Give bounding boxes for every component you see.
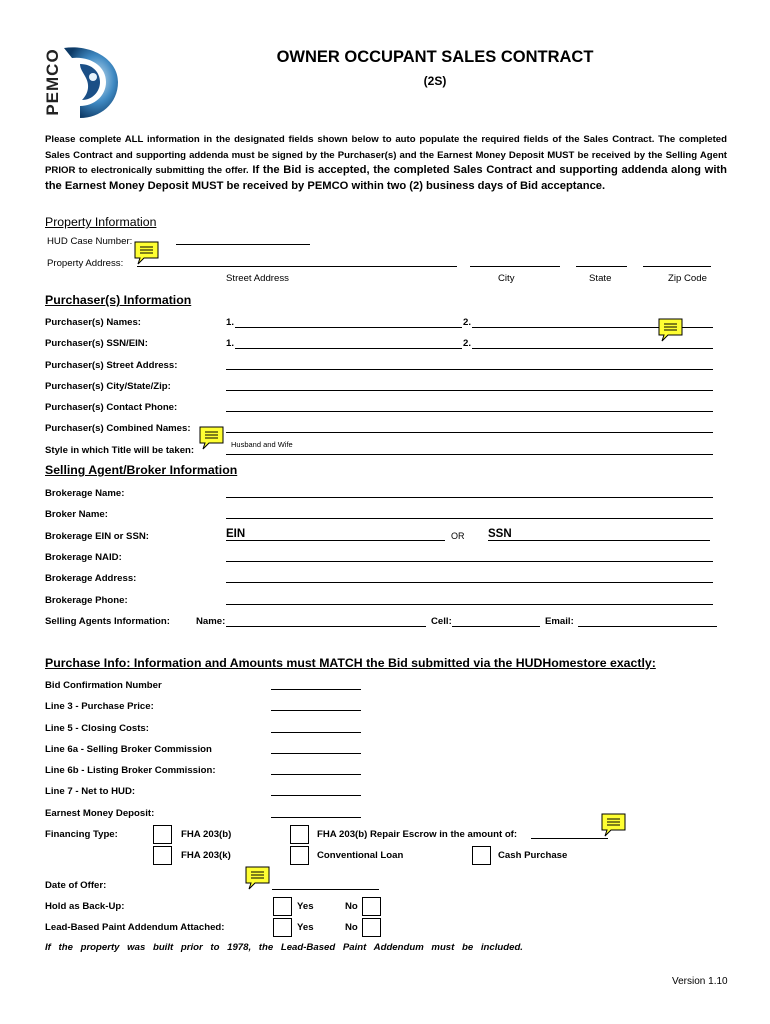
agent-cell-label: Cell:	[431, 616, 452, 627]
purchaser-heading: Purchaser(s) Information	[45, 293, 192, 307]
line7-field[interactable]	[271, 795, 361, 796]
fha203b-repair-label: FHA 203(b) Repair Escrow in the amount of:	[317, 829, 518, 840]
brokerage-address-field[interactable]	[226, 582, 713, 583]
purchaser-street-label: Purchaser(s) Street Address:	[45, 360, 178, 371]
ein-label: EIN	[226, 528, 246, 540]
pemco-logo	[36, 44, 122, 120]
agent-email-label: Email:	[545, 616, 574, 627]
purchaser-city-field[interactable]	[226, 390, 713, 391]
purchaser-name1-field[interactable]	[235, 327, 462, 328]
brokerage-naid-field[interactable]	[226, 561, 713, 562]
line6b-label: Line 6b - Listing Broker Commission:	[45, 765, 216, 776]
backup-yes-checkbox[interactable]	[273, 897, 292, 916]
lead-yes-checkbox[interactable]	[273, 918, 292, 937]
title-style-value[interactable]: Husband and Wife	[231, 440, 293, 449]
cash-checkbox[interactable]	[472, 846, 491, 865]
or-label: OR	[451, 531, 465, 541]
page-subtitle: (2S)	[423, 74, 447, 88]
street-field[interactable]	[137, 266, 457, 267]
purchaser-city-label: Purchaser(s) City/State/Zip:	[45, 381, 171, 392]
bid-confirmation-field[interactable]	[271, 689, 361, 690]
zip-field[interactable]	[643, 266, 711, 267]
purchaser-combined-field[interactable]	[226, 432, 713, 433]
intro-part1: Please complete ALL information in the designated fields shown below to auto populate the required fields of the Sales Contract. The completed Sales Contract and supporting addenda must be signed by the Purchaser(s) and the Earnest Money Deposit MUST be received by the Selling Agent PRIOR to electronically submitting the offer.	[45, 134, 727, 176]
title-style-field[interactable]	[226, 454, 713, 455]
purchaser-names-num2: 2.	[463, 317, 472, 328]
purchaser-ssn-label: Purchaser(s) SSN/EIN:	[45, 338, 148, 349]
line5-field[interactable]	[271, 732, 361, 733]
line3-field[interactable]	[271, 710, 361, 711]
earnest-money-label: Earnest Money Deposit:	[45, 808, 155, 819]
lead-note: If the property was built prior to 1978, the Lead-Based Paint Addendum must be included.	[45, 942, 523, 953]
backup-no-label: No	[345, 901, 358, 912]
comment-note-icon[interactable]	[600, 812, 627, 838]
purchaser-ssn1-field[interactable]	[235, 348, 462, 349]
brokerage-address-label: Brokerage Address:	[45, 573, 137, 584]
intro-part2: If the Bid is accepted, the completed Sales Contract and supporting addenda along with the Earnest Money Deposit MUST be received by PEMCO within two (2) business days of Bid acceptance.	[45, 164, 727, 192]
line6a-field[interactable]	[271, 753, 361, 754]
fha203b-repair-checkbox[interactable]	[290, 825, 309, 844]
agent-heading: Selling Agent/Broker Information	[45, 463, 238, 477]
backup-label: Hold as Back-Up:	[45, 901, 125, 912]
comment-note-icon[interactable]	[198, 425, 225, 451]
property-address-label: Property Address:	[47, 258, 124, 269]
purchaser-combined-label: Purchaser(s) Combined Names:	[45, 423, 191, 434]
line7-label: Line 7 - Net to HUD:	[45, 786, 136, 797]
purchaser-ssn2-field[interactable]	[472, 348, 713, 349]
agent-cell-field[interactable]	[452, 626, 540, 627]
brokerage-phone-field[interactable]	[226, 604, 713, 605]
purchaser-street-field[interactable]	[226, 369, 713, 370]
ein-field[interactable]	[226, 540, 445, 541]
ssn-label: SSN	[488, 528, 512, 540]
line6b-field[interactable]	[271, 774, 361, 775]
hud-case-label: HUD Case Number:	[47, 236, 133, 247]
brokerage-naid-label: Brokerage NAID:	[45, 552, 122, 563]
comment-note-icon[interactable]	[244, 865, 271, 891]
backup-yes-label: Yes	[297, 901, 314, 912]
title-style-label: Style in which Title will be taken:	[45, 445, 195, 456]
cash-label: Cash Purchase	[498, 850, 568, 861]
city-field[interactable]	[470, 266, 560, 267]
fha203k-checkbox[interactable]	[153, 846, 172, 865]
date-offer-field[interactable]	[272, 889, 379, 890]
line5-label: Line 5 - Closing Costs:	[45, 723, 149, 734]
fha203b-checkbox[interactable]	[153, 825, 172, 844]
version-label: Version 1.10	[672, 976, 728, 987]
lead-addendum-label: Lead-Based Paint Addendum Attached:	[45, 922, 225, 933]
broker-name-field[interactable]	[226, 518, 713, 519]
lead-no-label: No	[345, 922, 358, 933]
purchaser-ssn-num2: 2.	[463, 338, 472, 349]
selling-agents-label: Selling Agents Information:	[45, 616, 170, 627]
line3-label: Line 3 - Purchase Price:	[45, 701, 154, 712]
property-heading: Property Information	[45, 215, 157, 229]
comment-note-icon[interactable]	[657, 317, 684, 343]
bid-confirmation-label: Bid Confirmation Number	[45, 680, 162, 691]
street-caption: Street Address	[226, 273, 289, 284]
lead-no-checkbox[interactable]	[362, 918, 381, 937]
purchaser-ssn-num1: 1.	[226, 338, 235, 349]
state-caption: State	[589, 273, 612, 284]
fha203b-label: FHA 203(b)	[181, 829, 232, 840]
hud-case-field[interactable]	[176, 244, 310, 245]
purchaser-names-num1: 1.	[226, 317, 235, 328]
logo-text: PEMCO	[43, 48, 62, 116]
lead-yes-label: Yes	[297, 922, 314, 933]
agent-email-field[interactable]	[578, 626, 717, 627]
fha203k-label: FHA 203(k)	[181, 850, 231, 861]
line6a-label: Line 6a - Selling Broker Commission	[45, 744, 212, 755]
intro-paragraph	[45, 132, 727, 194]
brokerage-phone-label: Brokerage Phone:	[45, 595, 128, 606]
broker-name-label: Broker Name:	[45, 509, 108, 520]
comment-note-icon[interactable]	[133, 240, 160, 266]
purchaser-phone-field[interactable]	[226, 411, 713, 412]
backup-no-checkbox[interactable]	[362, 897, 381, 916]
purchaser-names-label: Purchaser(s) Names:	[45, 317, 141, 328]
page-title: OWNER OCCUPANT SALES CONTRACT	[276, 48, 594, 66]
financing-type-label: Financing Type:	[45, 829, 118, 840]
ssn-field[interactable]	[488, 540, 710, 541]
date-offer-label: Date of Offer:	[45, 880, 107, 891]
city-caption: City	[498, 273, 515, 284]
earnest-money-field[interactable]	[271, 817, 361, 818]
repair-escrow-field[interactable]	[531, 838, 608, 839]
agent-name-label: Name:	[196, 616, 226, 627]
brokerage-name-field[interactable]	[226, 497, 713, 498]
state-field[interactable]	[576, 266, 627, 267]
brokerage-ein-label: Brokerage EIN or SSN:	[45, 531, 149, 542]
conventional-checkbox[interactable]	[290, 846, 309, 865]
purchase-heading: Purchase Info: Information and Amounts must MATCH the Bid submitted via the HUDHomestore exactly:	[45, 656, 656, 670]
purchaser-phone-label: Purchaser(s) Contact Phone:	[45, 402, 178, 413]
zip-caption: Zip Code	[668, 273, 707, 284]
brokerage-name-label: Brokerage Name:	[45, 488, 125, 499]
conventional-label: Conventional Loan	[317, 850, 404, 861]
agent-name-field[interactable]	[226, 626, 426, 627]
